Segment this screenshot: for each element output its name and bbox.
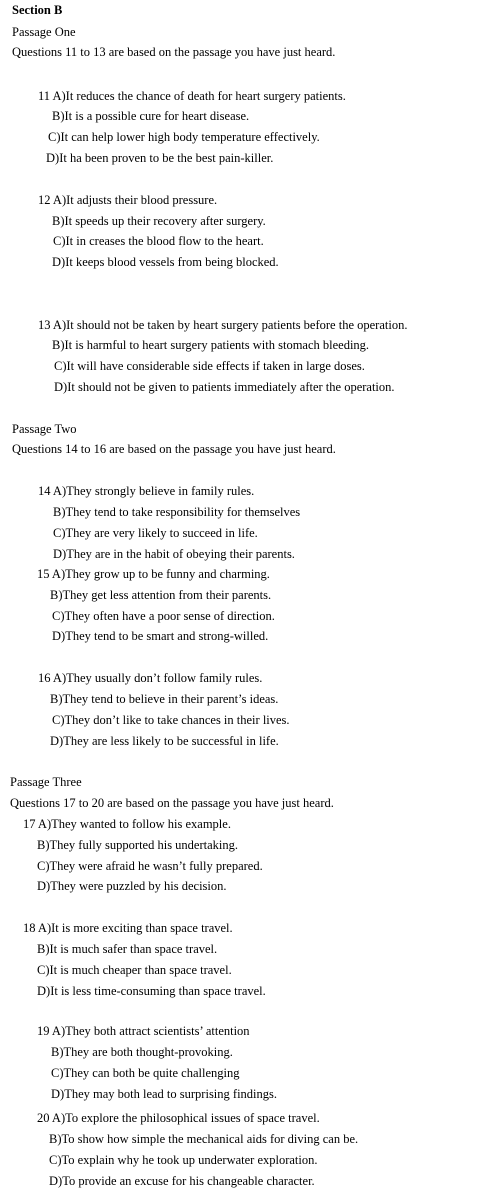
- q15-option-c: C)They often have a poor sense of direction.: [52, 609, 275, 623]
- q11-option-a: 11 A)It reduces the chance of death for heart surgery patients.: [38, 89, 346, 103]
- q19-option-c: C)They can both be quite challenging: [51, 1066, 240, 1080]
- q16-option-c: C)They don’t like to take chances in their lives.: [52, 713, 290, 727]
- q17-option-b: B)They fully supported his undertaking.: [37, 838, 239, 852]
- q12-option-c: C)It in creases the blood flow to the heart.: [53, 234, 264, 248]
- q15-option-b: B)They get less attention from their parents.: [50, 588, 272, 602]
- q18-option-b: B)It is much safer than space travel.: [37, 942, 218, 956]
- q18-option-a: 18 A)It is more exciting than space travel.: [23, 921, 233, 935]
- q12-option-b: B)It speeds up their recovery after surgery.: [52, 214, 266, 228]
- q14-option-b: B)They tend to take responsibility for themselves: [53, 505, 301, 519]
- q16-option-a: 16 A)They usually don’t follow family rules.: [38, 671, 263, 685]
- passage-one-heading: Passage One: [12, 25, 76, 39]
- q16-option-b: B)They tend to believe in their parent’s ideas.: [50, 692, 279, 706]
- q20-option-b: B)To show how simple the mechanical aids for diving can be.: [49, 1132, 359, 1146]
- passage-one-intro: Questions 11 to 13 are based on the passage you have just heard.: [12, 45, 336, 59]
- q13-option-d: D)It should not be given to patients immediately after the operation.: [54, 380, 395, 394]
- passage-three-heading: Passage Three: [10, 775, 82, 789]
- q20-option-c: C)To explain why he took up underwater exploration.: [49, 1153, 318, 1167]
- q11-option-c: C)It can help lower high body temperature effectively.: [48, 130, 320, 144]
- q17-option-d: D)They were puzzled by his decision.: [37, 879, 227, 893]
- passage-two-intro: Questions 14 to 16 are based on the passage you have just heard.: [12, 442, 336, 456]
- q14-option-d: D)They are in the habit of obeying their parents.: [53, 547, 295, 561]
- q11-option-b: B)It is a possible cure for heart disease.: [52, 109, 250, 123]
- q12-option-d: D)It keeps blood vessels from being blocked.: [52, 255, 279, 269]
- q13-option-b: B)It is harmful to heart surgery patients with stomach bleeding.: [52, 338, 370, 352]
- q19-option-b: B)They are both thought-provoking.: [51, 1045, 233, 1059]
- q15-option-a: 15 A)They grow up to be funny and charming.: [37, 567, 270, 581]
- q16-option-d: D)They are less likely to be successful in life.: [50, 734, 279, 748]
- q14-option-c: C)They are very likely to succeed in life.: [53, 526, 258, 540]
- q18-option-d: D)It is less time-consuming than space travel.: [37, 984, 266, 998]
- q12-option-a: 12 A)It adjusts their blood pressure.: [38, 193, 218, 207]
- passage-three-intro: Questions 17 to 20 are based on the passage you have just heard.: [10, 796, 334, 810]
- q14-option-a: 14 A)They strongly believe in family rules.: [38, 484, 255, 498]
- q11-option-d: D)It ha been proven to be the best pain-killer.: [46, 151, 274, 165]
- q19-option-a: 19 A)They both attract scientists’ attention: [37, 1024, 250, 1038]
- q17-option-a: 17 A)They wanted to follow his example.: [23, 817, 231, 831]
- q13-option-a: 13 A)It should not be taken by heart surgery patients before the operation.: [38, 318, 408, 332]
- section-title: Section B: [12, 3, 63, 17]
- passage-two-heading: Passage Two: [12, 422, 77, 436]
- q18-option-c: C)It is much cheaper than space travel.: [37, 963, 232, 977]
- q13-option-c: C)It will have considerable side effects if taken in large doses.: [54, 359, 365, 373]
- q17-option-c: C)They were afraid he wasn’t fully prepared.: [37, 859, 263, 873]
- q20-option-d: D)To provide an excuse for his changeable character.: [49, 1174, 315, 1188]
- q20-option-a: 20 A)To explore the philosophical issues of space travel.: [37, 1111, 320, 1125]
- q19-option-d: D)They may both lead to surprising findings.: [51, 1087, 278, 1101]
- q15-option-d: D)They tend to be smart and strong-willed.: [52, 629, 269, 643]
